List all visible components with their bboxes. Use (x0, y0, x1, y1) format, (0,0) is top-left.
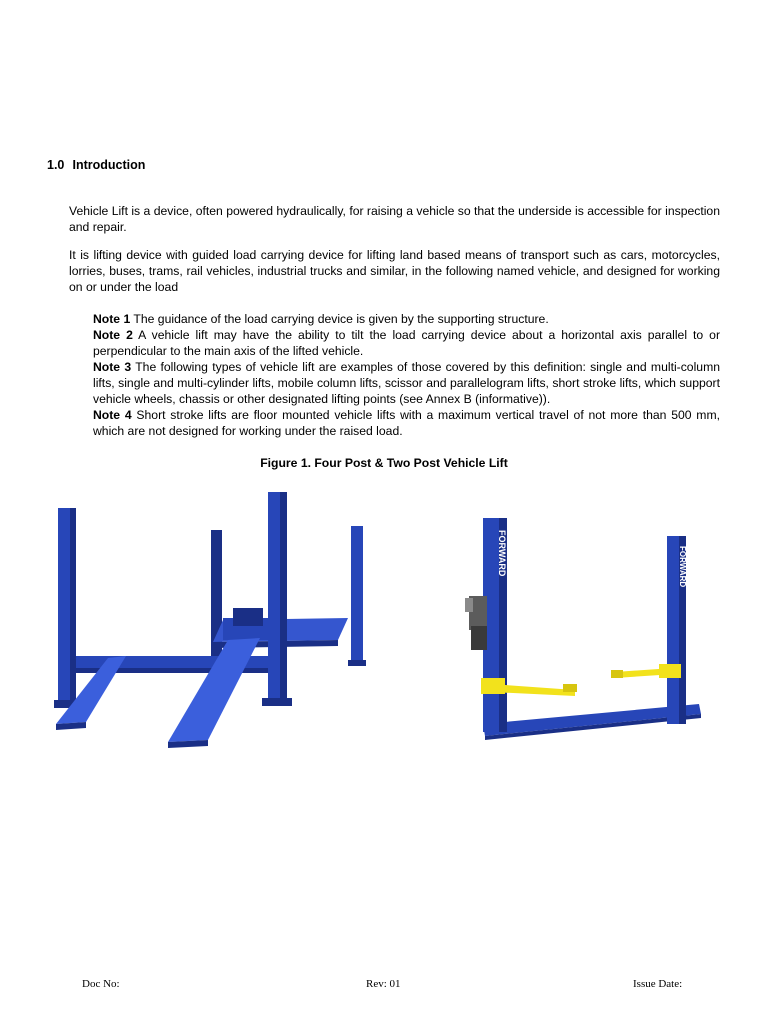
notes-block (93, 311, 720, 439)
cylinder-housing (233, 608, 263, 626)
note-4 (93, 407, 720, 439)
note-2 (93, 327, 720, 359)
note-1 (93, 311, 720, 327)
section-title: Introduction (72, 158, 146, 172)
note-text: The following types of vehicle lift are examples of those covered by this definition: single and multi-column lifts, single and multi-cylinder lifts, mobile column lifts, scissor and parallelogram lifts, short stroke lifts, which support vehicle wheels, chassis or other designated lifting points (see Annex B (informative)). (93, 360, 721, 406)
section-heading (47, 158, 145, 172)
footer-doc-no: Doc No: (82, 978, 120, 990)
note-3 (93, 359, 720, 407)
figure-caption: Figure 1. Four Post & Two Post Vehicle Lift (260, 456, 508, 470)
four-post-lift-image (48, 490, 370, 748)
right-column-brand: FORWARD (678, 546, 687, 588)
footer-revision: Rev: 01 (366, 978, 401, 990)
intro-paragraph-1: Vehicle Lift is a device, often powered hydraulically, for raising a vehicle so that the underside is accessible for inspection and repair. (69, 204, 720, 234)
note-text: The guidance of the load carrying device is given by the supporting structure. (130, 312, 549, 326)
note-label: Note 3 (93, 360, 132, 374)
left-column-brand: FORWARD (497, 530, 507, 577)
note-label: Note 2 (93, 328, 133, 342)
two-post-lift-image (455, 508, 707, 740)
intro-paragraph-2: It is lifting device with guided load carrying device for lifting land based means of transport such as cars, motorcycles, lorries, buses, trams, rail vehicles, industrial trucks and similar, in the following named vehicle, and designed for working on or under the load (69, 248, 720, 294)
rear-left-post (211, 530, 222, 670)
note-label: Note 1 (93, 312, 131, 326)
note-text: A vehicle lift may have the ability to tilt the load carrying device about a horizontal axis parallel to or perpendicular to the main axis of the lifted vehicle. (93, 328, 721, 358)
note-text: Short stroke lifts are floor mounted vehicle lifts with a maximum vertical travel of not more than 500 mm, which are not designed for working under the raised load. (93, 408, 720, 438)
footer-issue-date: Issue Date: (633, 978, 683, 990)
note-label: Note 4 (93, 408, 132, 422)
section-number: 1.0 (47, 158, 65, 172)
rear-right-post (351, 526, 363, 666)
